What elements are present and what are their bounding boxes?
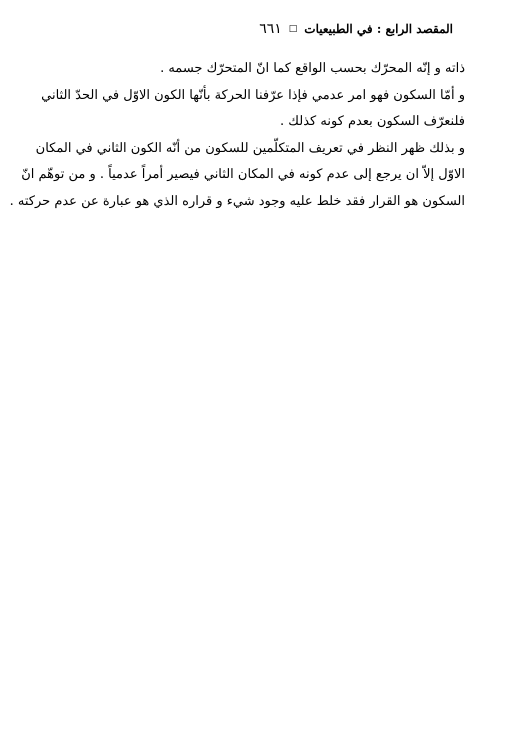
running-header [259, 18, 453, 40]
header-separator-icon: □ [288, 24, 298, 34]
header-title: المقصد الرابع : في الطبيعيات [304, 22, 453, 36]
text-line: الاوّل إلاّ ان يرجع إلى عدم كونه في المكان الثاني فيصير أمراً عدمياً . و من توهّم انّ [21, 167, 465, 182]
text-line: فلنعرّف السكون بعدم كونه كذلك . [280, 114, 465, 129]
page-number: ٦٦١ [259, 21, 282, 37]
body-text [9, 56, 465, 215]
text-line: و بذلك ظهر النظر في تعريف المتكلّمين للسكون من أنّه الكون الثاني في المكان [35, 140, 465, 156]
text-line: ذاته و إنّه المحرّك بحسب الواقع كما انّ المتحرّك جسمه . [160, 61, 465, 76]
text-line: و أمّا السكون فهو امر عدمي فإذا عرّفنا الحركة بأنّها الكون الاوّل في الحدّ الثاني [41, 87, 465, 103]
text-line: السكون هو القرار فقد خلط عليه وجود شيء و قراره الذي هو عبارة عن عدم حركته . [9, 193, 465, 209]
